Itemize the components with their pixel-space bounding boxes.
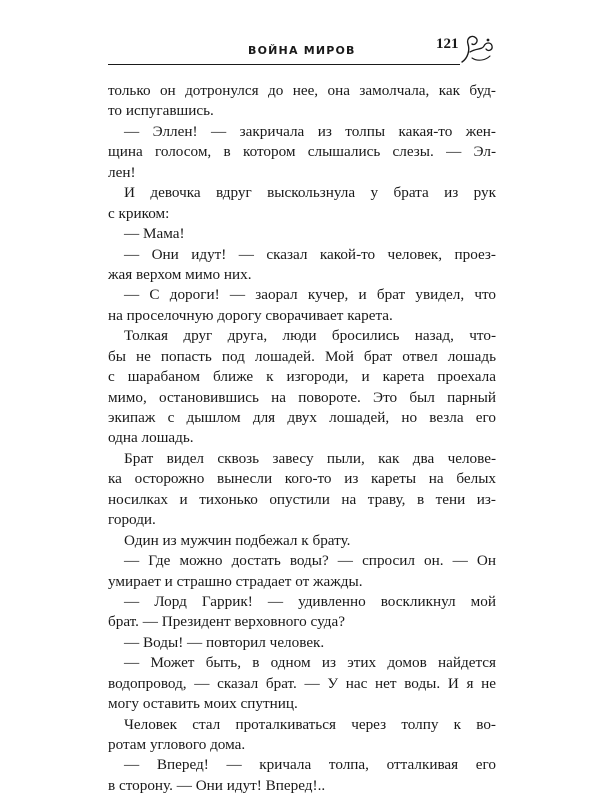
text-line: лен! xyxy=(108,163,136,181)
text-line: умирает и страшно страдает от жажды. xyxy=(108,572,363,590)
flourish-ornament-icon xyxy=(458,32,498,68)
text-line: ротам углового дома. xyxy=(108,736,246,753)
text-line: Брат видел сквозь завесу пыли, как два челове- xyxy=(124,449,496,467)
text-line: — Вперед! — кричала толпа, отталкивая его xyxy=(124,756,496,774)
text-line: мимо, остановившись на повороте. Это был парный xyxy=(108,388,496,406)
text-line: — Лорд Гаррик! — удивленно воскликнул мой xyxy=(124,592,496,610)
text-line: экипаж с дышлом для двух лошадей, но везла его xyxy=(108,409,496,426)
text-line: одна лошадь. xyxy=(108,429,194,447)
body-text xyxy=(108,81,496,796)
text-line: — Они идут! — сказал какой-то человек, проез- xyxy=(124,245,496,263)
text-line: городи. xyxy=(108,511,156,529)
text-line: Один из мужчин подбежал к брату. xyxy=(124,531,351,549)
text-line: Толкая друг друга, люди бросились назад, что- xyxy=(124,327,496,345)
text-line: — Воды! — повторил человек. xyxy=(124,633,325,651)
text-line: на проселочную дорогу сворачивает карета. xyxy=(108,306,393,324)
text-line: только он дотронулся до нее, она замолчала, как буд- xyxy=(108,82,496,99)
text-line: — Где можно достать воды? — спросил он. — Он xyxy=(124,552,496,570)
running-head xyxy=(108,32,498,68)
running-title: ВОЙНА МИРОВ xyxy=(248,44,356,57)
text-line: — Эллен! — закричала из толпы какая-то жен- xyxy=(124,122,496,140)
text-line: водопровод, — сказал брат. — У нас нет воды. И я не xyxy=(108,674,496,692)
text-line: носилках и тихонько опустили на траву, в тени из- xyxy=(108,490,496,508)
text-line: — Мама! xyxy=(124,225,185,243)
text-line: в сторону. — Они идут! Вперед!.. xyxy=(108,776,326,794)
text-line: брат. — Президент верховного суда? xyxy=(108,613,345,631)
text-line: ка осторожно вынесли кого-то из кареты на белых xyxy=(108,470,496,488)
text-line: И девочка вдруг выскользнула у брата из рук xyxy=(124,184,496,202)
text-line: могу оставить моих спутниц. xyxy=(108,695,298,713)
text-line: то испугавшись. xyxy=(108,102,214,120)
text-line: щина голосом, в котором слышались слезы. — Эл- xyxy=(108,143,496,161)
header-rule xyxy=(108,64,460,65)
text-line: с шарабаном ближе к изгороди, и карета проехала xyxy=(108,368,496,386)
text-line: жая верхом мимо них. xyxy=(108,265,252,283)
text-line: бы не попасть под лошадей. Мой брат отвел лошадь xyxy=(108,347,496,365)
text-line: Человек стал проталкиваться через толпу к во- xyxy=(124,715,496,733)
text-line: с криком: xyxy=(108,204,170,222)
text-line: — С дороги! — заорал кучер, и брат увидел, что xyxy=(124,286,496,304)
page-number: 121 xyxy=(436,36,459,52)
text-line: — Может быть, в одном из этих домов найдется xyxy=(124,654,496,672)
